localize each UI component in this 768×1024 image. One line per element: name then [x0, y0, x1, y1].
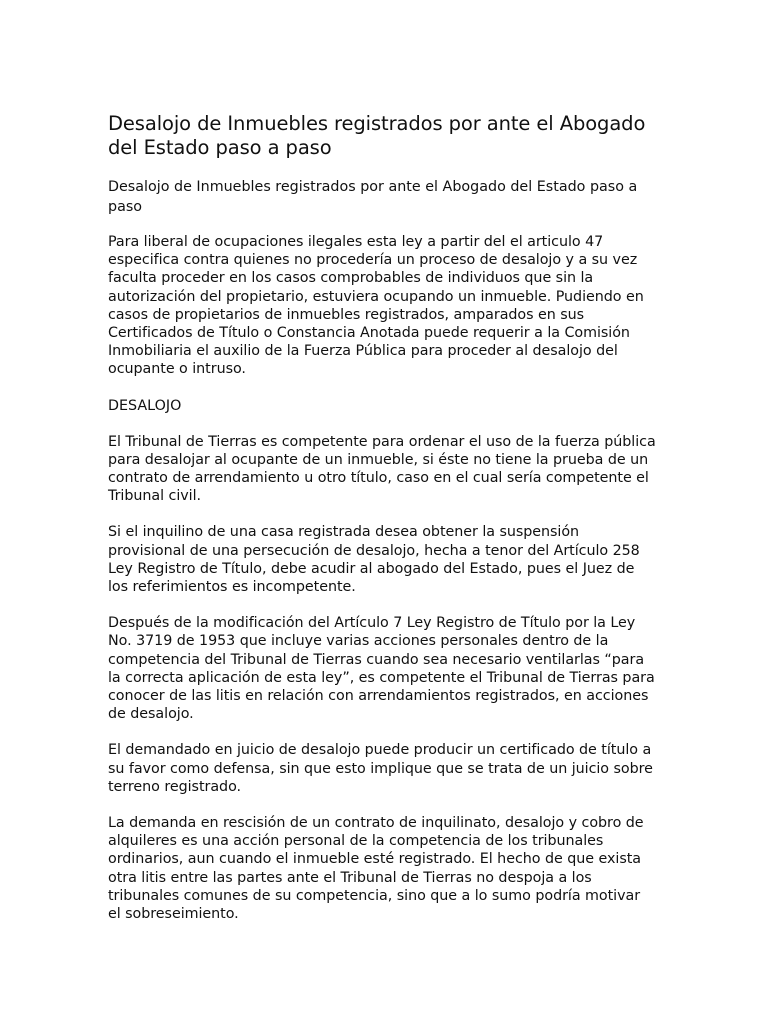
document-title: Desalojo de Inmuebles registrados por ante el Abogado del Estado paso a paso — [108, 112, 646, 159]
paragraph-tribunal-tierras: El Tribunal de Tierras es competente para ordenar el uso de la fuerza pública para desalojar al ocupante de un inmueble, si éste no tiene la prueba de un contrato de arrendamiento u otro título, caso en el cual sería competente el Tribunal civil. — [108, 433, 656, 505]
paragraph-rescision: La demanda en rescisión de un contrato de inquilinato, desalojo y cobro de alquileres es una acción personal de la competencia de los tribunales ordinarios, aun cuando el inmueble esté registrado. El hecho de que exista otra litis entre las partes ante el Tribunal de Tierras no despoja a los tribunales comunes de su competencia, sino que a lo sumo podría motivar el sobreseimiento. — [108, 815, 644, 923]
document-page — [108, 112, 656, 941]
paragraph-modificacion: Después de la modificación del Artículo 7 Ley Registro de Título por la Ley No. 3719 de 1953 que incluye varias acciones personales dentro de la competencia del Tribunal de Tierras cuando sea necesario ventilarlas “para la correcta aplicación de esta ley”, es competente el Tribunal de Tierras para conocer de las litis en relación con arrendamientos registrados, en acciones de desalojo. — [108, 615, 655, 723]
intro-paragraph: Para liberal de ocupaciones ilegales esta ley a partir del el articulo 47 especifica contra quienes no procedería un proceso de desalojo y a su vez faculta proceder en los casos comprobables de individuos que sin la autorización del propietario, estuviera ocupando un inmueble. Pudiendo en casos de propietarios de inmuebles registrados, amparados en sus Certificados de Título o Constancia Anotada puede requerir a la Comisión Inmobiliaria el auxilio de la Fuerza Pública para proceder al desalojo del ocupante o intruso. — [108, 234, 644, 378]
document-subtitle: Desalojo de Inmuebles registrados por ante el Abogado del Estado paso a paso — [108, 179, 638, 215]
paragraph-demandado: El demandado en juicio de desalojo puede producir un certificado de título a su favor como defensa, sin que esto implique que se trata de un juicio sobre terreno registrado. — [108, 742, 653, 795]
section-heading: DESALOJO — [108, 397, 182, 414]
paragraph-inquilino: Si el inquilino de una casa registrada desea obtener la suspensión provisional de una persecución de desalojo, hecha a tenor del Artículo 258 Ley Registro de Título, debe acudir al abogado del Estado, pues el Juez de los referimientos es incompetente. — [108, 524, 640, 596]
